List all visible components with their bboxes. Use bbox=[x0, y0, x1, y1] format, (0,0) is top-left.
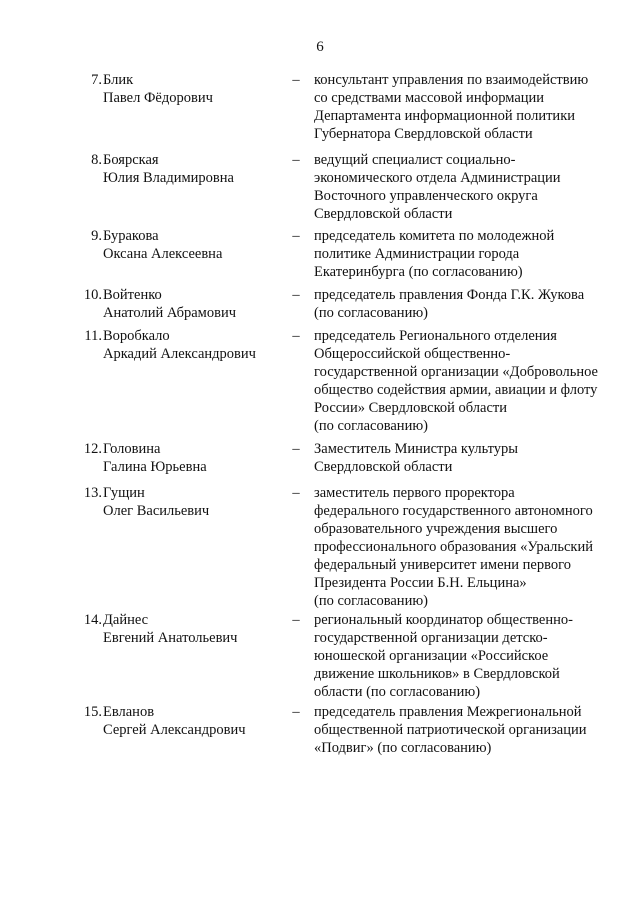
description-line: (по согласованию) bbox=[314, 418, 428, 434]
item-number: 13. bbox=[83, 485, 102, 501]
description-line: профессионального образования «Уральский bbox=[314, 539, 593, 555]
given-name: Сергей Александрович bbox=[103, 722, 246, 738]
description-line: ведущий специалист социально- bbox=[314, 152, 516, 168]
dash: – bbox=[292, 228, 300, 244]
given-name: Оксана Алексеевна bbox=[103, 246, 223, 262]
description-line: образовательного учреждения высшего bbox=[314, 521, 558, 537]
dash: – bbox=[292, 704, 300, 720]
given-name: Павел Фёдорович bbox=[103, 90, 213, 106]
surname: Евланов bbox=[103, 704, 155, 720]
item-number: 12. bbox=[83, 441, 102, 457]
person-name bbox=[103, 327, 278, 363]
position-description bbox=[314, 703, 614, 757]
given-name: Аркадий Александрович bbox=[103, 346, 256, 362]
dash: – bbox=[292, 441, 300, 457]
description-line: Департамента информационной политики bbox=[314, 108, 575, 124]
person-name bbox=[103, 71, 278, 107]
position-description bbox=[314, 151, 614, 223]
description-line: Общероссийской общественно- bbox=[314, 346, 511, 362]
description-line: Свердловской области bbox=[314, 206, 453, 222]
description-line: со средствами массовой информации bbox=[314, 90, 545, 106]
given-name: Евгений Анатольевич bbox=[103, 630, 238, 646]
description-line: председатель Регионального отделения bbox=[314, 328, 557, 344]
description-line: Заместитель Министра культуры bbox=[314, 441, 519, 457]
given-name: Олег Васильевич bbox=[103, 503, 210, 519]
dash: – bbox=[292, 485, 300, 501]
description-line: (по согласованию) bbox=[314, 593, 428, 609]
item-number: 14. bbox=[83, 612, 102, 628]
position-description bbox=[314, 484, 614, 610]
dash: – bbox=[292, 152, 300, 168]
description-line: «Подвиг» (по согласованию) bbox=[314, 740, 492, 756]
description-line: Президента России Б.Н. Ельцина» bbox=[314, 575, 527, 591]
position-description bbox=[314, 440, 614, 476]
item-number: 10. bbox=[83, 287, 102, 303]
surname: Блик bbox=[103, 72, 134, 88]
person-name bbox=[103, 484, 278, 520]
position-description bbox=[314, 611, 614, 701]
item-number: 11. bbox=[84, 328, 102, 344]
person-name bbox=[103, 151, 278, 187]
surname: Воробкало bbox=[103, 328, 170, 344]
description-line: региональный координатор общественно- bbox=[314, 612, 573, 628]
description-line: заместитель первого проректора bbox=[314, 485, 515, 501]
item-number: 15. bbox=[83, 704, 102, 720]
item-number: 8. bbox=[91, 152, 102, 168]
description-line: Губернатора Свердловской области bbox=[314, 126, 533, 142]
description-line: председатель комитета по молодежной bbox=[314, 228, 555, 244]
description-line: председатель правления Фонда Г.К. Жукова bbox=[314, 287, 585, 303]
given-name: Галина Юрьевна bbox=[103, 459, 207, 475]
description-line: области (по согласованию) bbox=[314, 684, 481, 700]
position-description bbox=[314, 286, 614, 322]
dash: – bbox=[292, 612, 300, 628]
description-line: политике Администрации города bbox=[314, 246, 520, 262]
description-line: федерального государственного автономного bbox=[314, 503, 593, 519]
person-name bbox=[103, 611, 278, 647]
dash: – bbox=[292, 328, 300, 344]
surname: Боярская bbox=[103, 152, 159, 168]
surname: Дайнес bbox=[103, 612, 149, 628]
description-line: России» Свердловской области bbox=[314, 400, 507, 416]
given-name: Юлия Владимировна bbox=[103, 170, 234, 186]
person-name bbox=[103, 440, 278, 476]
description-line: государственной организации детско- bbox=[314, 630, 548, 646]
page-number: 6 bbox=[316, 39, 324, 55]
description-line: консультант управления по взаимодействию bbox=[314, 72, 589, 88]
person-name bbox=[103, 703, 278, 739]
person-name bbox=[103, 286, 278, 322]
item-number: 9. bbox=[91, 228, 102, 244]
description-line: федеральный университет имени первого bbox=[314, 557, 571, 573]
description-line: общественной патриотической организации bbox=[314, 722, 587, 738]
description-line: председатель правления Межрегиональной bbox=[314, 704, 582, 720]
description-line: общество содействия армии, авиации и флоту bbox=[314, 382, 598, 398]
surname: Буракова bbox=[103, 228, 159, 244]
description-line: (по согласованию) bbox=[314, 305, 428, 321]
item-number: 7. bbox=[91, 72, 102, 88]
description-line: движение школьников» в Свердловской bbox=[314, 666, 560, 682]
description-line: Свердловской области bbox=[314, 459, 453, 475]
surname: Гущин bbox=[103, 485, 145, 501]
description-line: юношеской организации «Российское bbox=[314, 648, 549, 664]
given-name: Анатолий Абрамович bbox=[103, 305, 236, 321]
surname: Войтенко bbox=[103, 287, 162, 303]
surname: Головина bbox=[103, 441, 161, 457]
dash: – bbox=[292, 287, 300, 303]
dash: – bbox=[292, 72, 300, 88]
position-description bbox=[314, 327, 614, 435]
position-description bbox=[314, 227, 614, 281]
person-name bbox=[103, 227, 278, 263]
position-description bbox=[314, 71, 614, 143]
description-line: государственной организации «Добровольное bbox=[314, 364, 598, 380]
description-line: экономического отдела Администрации bbox=[314, 170, 561, 186]
description-line: Екатеринбурга (по согласованию) bbox=[314, 264, 523, 280]
description-line: Восточного управленческого округа bbox=[314, 188, 538, 204]
